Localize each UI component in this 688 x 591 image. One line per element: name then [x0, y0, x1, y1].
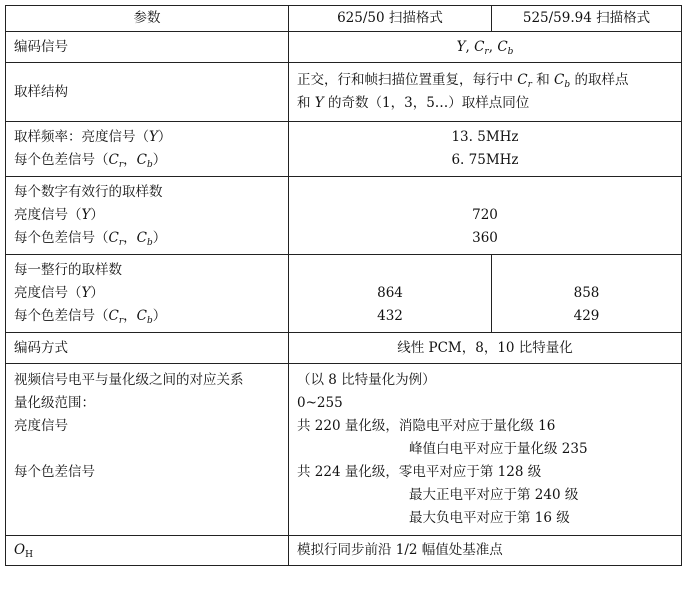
label-sampling-frequency: 取样频率：亮度信号（Y） 每个色差信号（$C_r$，$C_b$）	[6, 122, 289, 177]
table-row	[6, 122, 682, 177]
table-row	[6, 177, 682, 255]
table-header-row	[6, 6, 682, 32]
header-525-5994: 525/59.94 扫描格式	[492, 6, 682, 32]
label-oh: $O_H$	[6, 536, 289, 566]
value-total-samples-525: 858 429	[492, 255, 682, 333]
value-active-line-samples: 720 360	[289, 177, 682, 255]
value-coding: 线性 PCM，8，10 比特量化	[289, 333, 682, 364]
table-row	[6, 255, 682, 333]
table-row	[6, 536, 682, 566]
label-encoded-signal: 编码信号	[6, 32, 289, 63]
digital-video-parameter-table	[5, 5, 682, 566]
table-row	[6, 333, 682, 364]
header-625-50: 625/50 扫描格式	[289, 6, 492, 32]
label-coding: 编码方式	[6, 333, 289, 364]
value-oh: 模拟行同步前沿 1/2 幅值处基准点	[289, 536, 682, 566]
table-row	[6, 63, 682, 122]
label-active-line-samples: 每个数字有效行的取样数 亮度信号（Y） 每个色差信号（$C_r$，$C_b$）	[6, 177, 289, 255]
value-quantization: （以 8 比特量化为例） 0~255 共 220 量化级，消隐电平对应于量化级 16 峰值白电平对应于量化级 235 共 224 量化级，零电平对应于第 128 级 最大正电平对应于第 240 级 最大负电平对应于第 16 级	[289, 364, 682, 536]
value-sampling-frequency	[289, 122, 682, 177]
label-quantization: 视频信号电平与量化级之间的对应关系 量化级范围： 亮度信号 每个色差信号	[6, 364, 289, 536]
value-total-samples-625: 864 432	[289, 255, 492, 333]
table-row	[6, 32, 682, 63]
label-total-line-samples: 每一整行的取样数 亮度信号（Y） 每个色差信号（$C_r$，$C_b$）	[6, 255, 289, 333]
table-row	[6, 364, 682, 536]
value-encoded-signal: Y, $C_r$, $C_b$	[289, 32, 682, 63]
value-sampling-structure: 正交，行和帧扫描位置重复，每行中 $C_r$ 和 $C_b$ 的取样点 和 Y 的奇数（1，3，5…）取样点同位	[289, 63, 682, 122]
label-sampling-structure: 取样结构	[6, 63, 289, 122]
value-chroma-frequency: 6. 75MHz	[451, 152, 519, 168]
header-param: 参数	[6, 6, 289, 32]
value-luma-frequency: 13. 5MHz	[451, 129, 519, 145]
